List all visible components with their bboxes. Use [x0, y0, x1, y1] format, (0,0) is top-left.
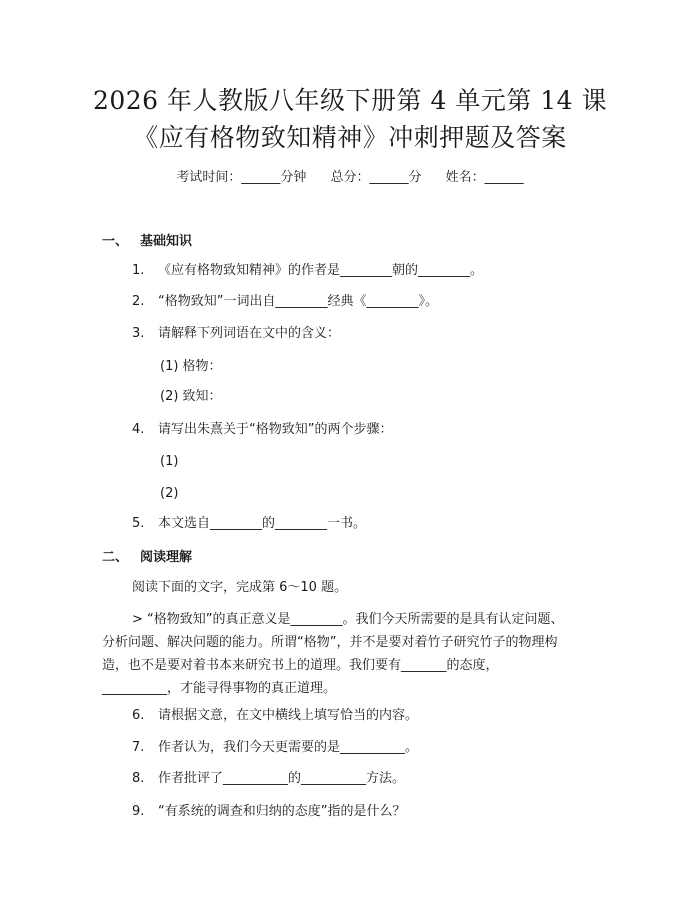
- section-1-number: 一、: [102, 234, 129, 249]
- section-2-title: 阅读理解: [140, 550, 193, 565]
- passage-line-2: 分析问题、解决问题的能力。所谓“格物”，并不是要对着竹子研究竹子的物理构: [102, 635, 558, 650]
- question-2-text: “格物致知”一词出自________经典《________》。: [158, 294, 438, 309]
- question-9-text: “有系统的调查和归纳的态度”指的是什么？: [158, 804, 406, 819]
- section-1-title: 基础知识: [140, 234, 193, 249]
- section-2-heading: [102, 546, 192, 565]
- question-1-text: 《应有格物致知精神》的作者是________朝的________。: [158, 263, 484, 278]
- question-5-number: 5.: [132, 516, 145, 531]
- question-1-number: 1.: [132, 263, 145, 278]
- question-4-text: 请写出朱熹关于“格物致知”的两个步骤：: [158, 422, 393, 437]
- exam-time: 考试时间：______分钟: [176, 170, 307, 185]
- question-3-number: 3.: [132, 326, 145, 341]
- reading-intro: 阅读下面的文字，完成第 6～10 题。: [132, 580, 348, 595]
- exam-info: [0, 168, 700, 188]
- title-line-2: 《应有格物致知精神》冲刺押题及答案: [133, 123, 567, 152]
- exam-page: 2026 年人教版八年级下册第 4 单元第 14 课 《应有格物致知精神》冲刺押题及答案 考试时间：______分钟 总分：______分 姓名：______ 一、 基础知识 1. 《应有格物致知精神》的作者是________朝的________。 2. “格物致知”一词出自________经典《________》。 3. 请解释下列词语在文中的含义： (1) 格物： (2) 致知： 4. 请写出朱熹关于“格物致知”的两个步骤： (1) (2) 5. 本文选自________的________一书。 二、 阅读理解 阅读下面的文字，完成第 6～10 题。 > “格物致知”的真正意义是________。我们今天所需要的是具有认定问题、 分析问题、解决问题的能力。所谓“格物”，并不是要对着竹子研究竹子的物理构 造，也不是要对着书本来研究书上的道理。我们要有_______的态度， __________，才能寻得事物的真正道理。 6. 请根据文意，在文中横线上填写恰当的内容。 7. 作者认为，我们今天更需要的是__________。 8. 作者批评了__________的__________方法。 9. “有系统的调查和归纳的态度”指的是什么？: [0, 0, 700, 905]
- exam-name: 姓名：______: [445, 170, 524, 185]
- passage-line-3: 造，也不是要对着书本来研究书上的道理。我们要有_______的态度，: [102, 658, 499, 673]
- question-6-number: 6.: [132, 708, 145, 723]
- question-6-text: 请根据文意，在文中横线上填写恰当的内容。: [158, 708, 419, 723]
- question-8-number: 8.: [132, 771, 145, 786]
- question-5-text: 本文选自________的________一书。: [158, 516, 367, 531]
- title-line-1: 2026 年人教版八年级下册第 4 单元第 14 课: [92, 86, 608, 115]
- section-2-number: 二、: [102, 550, 129, 565]
- question-3-text: 请解释下列词语在文中的含义：: [158, 326, 341, 341]
- question-7-number: 7.: [132, 740, 145, 755]
- question-2-number: 2.: [132, 294, 145, 309]
- question-9-number: 9.: [132, 804, 145, 819]
- passage-line-1: > “格物致知”的真正意义是________。我们今天所需要的是具有认定问题、: [132, 612, 564, 627]
- question-7-text: 作者认为，我们今天更需要的是__________。: [158, 740, 419, 755]
- exam-score: 总分：______分: [330, 170, 422, 185]
- question-8-text: 作者批评了__________的__________方法。: [158, 771, 406, 786]
- section-1-heading: [102, 230, 192, 249]
- question-4-number: 4.: [132, 422, 145, 437]
- passage-line-4: __________，才能寻得事物的真正道理。: [102, 681, 337, 696]
